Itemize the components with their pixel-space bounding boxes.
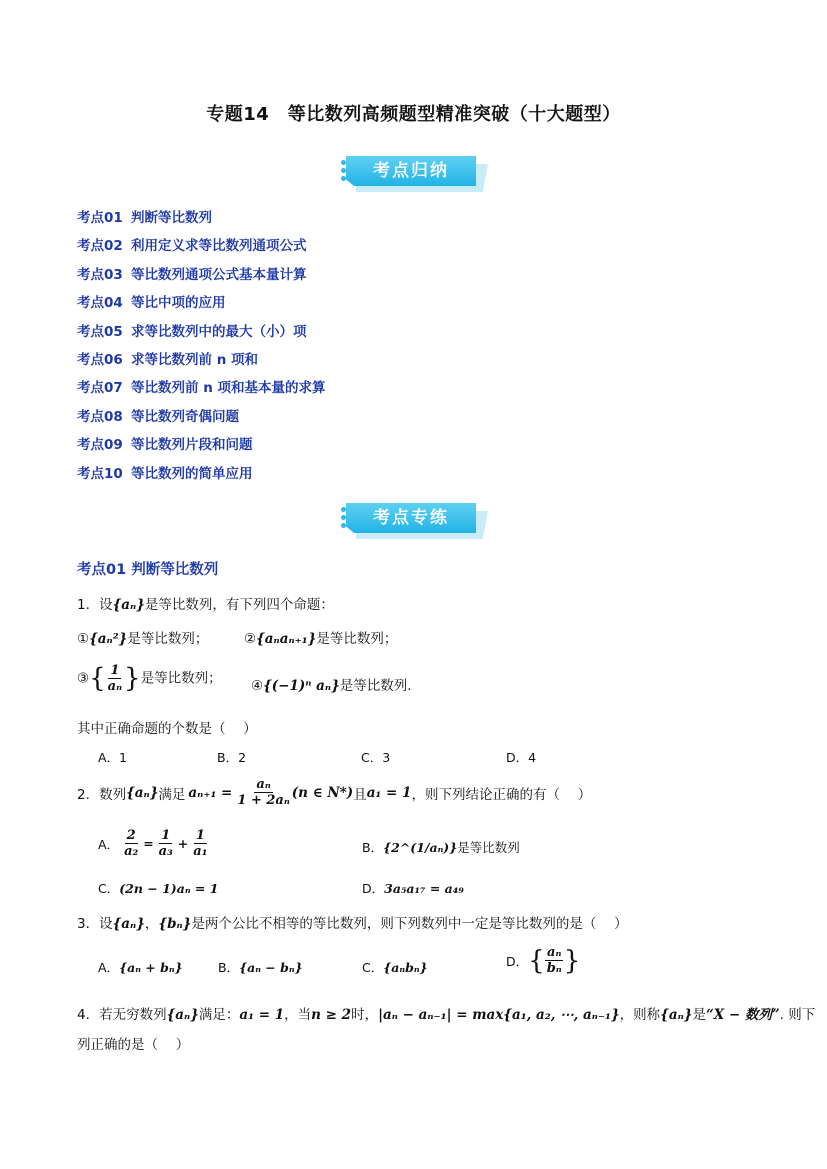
q3-pre: 3．设 — [77, 916, 113, 932]
q1-prop-2 — [244, 627, 397, 647]
toc-item[interactable] — [77, 435, 326, 463]
q4-mid5: 是 — [692, 1007, 706, 1023]
badge-label: 考点专练 — [373, 508, 449, 528]
toc-item-label: 等比数列前 n 项和基本量的求算 — [131, 380, 326, 397]
q1-p1-text: 是等比数列； — [127, 631, 209, 647]
toc-item-label: 等比数列片段和问题 — [131, 437, 253, 454]
practice-badge — [340, 497, 490, 541]
q3-b-math: {aₙ − bₙ} — [239, 960, 303, 975]
q2-seq: {aₙ} — [126, 784, 159, 801]
q1-p2-mark: ② — [244, 631, 257, 647]
toc-item-code: 考点04 — [77, 295, 123, 312]
q4-mid3: 时， — [351, 1007, 379, 1023]
q3-s2: {bₙ} — [158, 916, 192, 932]
toc-item-code: 考点08 — [77, 408, 123, 425]
brace-left: { — [528, 945, 545, 976]
page-title: 专题14 等比数列高频题型精准突破（十大题型） — [206, 104, 621, 125]
q1-p1-mark: ① — [77, 631, 90, 647]
q3-a-math: {aₙ + bₙ} — [119, 960, 183, 975]
toc-item[interactable] — [77, 293, 326, 321]
q2-pre: 2．数列 — [77, 786, 127, 803]
q1-ask: 其中正确命题的个数是（ ） — [77, 721, 257, 737]
toc-item[interactable] — [77, 407, 326, 435]
q3-option-b[interactable] — [218, 958, 303, 976]
q3-option-d[interactable] — [506, 946, 580, 975]
badge-label: 考点归纳 — [373, 161, 449, 181]
toc-item-label: 求等比数列前 n 项和 — [131, 351, 259, 368]
q1-p3-frac — [106, 664, 124, 693]
q1-prop-1 — [77, 627, 208, 647]
q2-c-label: C． — [98, 881, 120, 896]
frac-den: bₙ — [546, 961, 562, 976]
q3-option-a[interactable] — [98, 958, 183, 976]
toc-item-code: 考点06 — [77, 351, 123, 368]
q4-mid2: ，当 — [284, 1007, 312, 1023]
q1-stem-pre: 1．设 — [77, 597, 113, 613]
q2-mid1: 满足 — [158, 786, 186, 803]
q1-stem-seq: {aₙ} — [112, 597, 145, 613]
q2-post: ，则下列结论正确的有（ ） — [411, 786, 592, 803]
q1-p4-math: {(−1)ⁿ aₙ} — [263, 678, 340, 694]
q2-b-text: 是等比数列 — [457, 840, 520, 855]
q4-mid1: 满足： — [198, 1007, 240, 1023]
q2-mid2: 且 — [353, 786, 367, 803]
q2-d-math: 3a₅a₁₇ = a₄₉ — [384, 881, 464, 896]
toc-item[interactable] — [77, 208, 326, 236]
toc-item-label: 等比数列通项公式基本量计算 — [131, 266, 307, 283]
toc-item-code: 考点10 — [77, 465, 123, 482]
q2-option-c[interactable] — [98, 879, 218, 897]
toc-item[interactable] — [77, 378, 326, 406]
q1-prop-4 — [251, 674, 412, 694]
q1-p3-text: 是等比数列； — [140, 670, 222, 687]
toc-item[interactable] — [77, 464, 326, 492]
q1-stem — [77, 593, 334, 613]
toc-item[interactable] — [77, 236, 326, 264]
q2-a-frac-mid — [157, 829, 175, 858]
q1-p3-num: 1 — [110, 663, 120, 678]
frac-num: 1 — [161, 828, 171, 843]
q3-stem — [77, 912, 628, 932]
q1-option-a[interactable]: A．1 — [98, 750, 128, 765]
q1-p4-mark: ④ — [251, 678, 264, 694]
q2-d-label: D． — [362, 881, 385, 896]
brace-left: { — [89, 663, 106, 694]
q2-b-math: {2^(1/aₙ)} — [383, 840, 458, 855]
q2-option-b[interactable] — [362, 838, 520, 856]
q2-rec-den: 1 + 2aₙ — [237, 793, 290, 808]
q2-rec-right: (n ∈ N*) — [291, 784, 354, 801]
summary-badge — [340, 150, 490, 194]
q2-c-math: (2n − 1)aₙ = 1 — [119, 881, 219, 896]
brace-right: } — [124, 663, 141, 694]
toc-item-label: 等比数列的简单应用 — [131, 465, 253, 482]
q4-init: a₁ = 1 — [239, 1007, 285, 1023]
q4-line2: 列正确的是（ ） — [77, 1037, 190, 1053]
q3-c-math: {aₙbₙ} — [383, 960, 428, 975]
q2-a-eq: = — [143, 836, 154, 851]
toc-item-code: 考点05 — [77, 323, 123, 340]
toc-item-label: 等比中项的应用 — [131, 295, 226, 312]
q3-s1: {aₙ} — [112, 916, 145, 932]
toc-item-label: 等比数列奇偶问题 — [131, 408, 239, 425]
q1-p4-text: 是等比数列. — [339, 678, 412, 694]
q2-rec-frac — [235, 778, 291, 807]
q3-d-label: D． — [506, 953, 529, 969]
q2-b-label: B． — [362, 840, 384, 855]
frac-num: 1 — [195, 828, 205, 843]
frac-num: aₙ — [547, 945, 562, 960]
q1-option-d[interactable]: D．4 — [506, 750, 537, 765]
toc-item-code: 考点03 — [77, 266, 123, 283]
frac-den: a₂ — [124, 844, 139, 859]
q3-d-frac — [545, 946, 564, 975]
q1-p3-den: aₙ — [107, 679, 123, 694]
q4-stem — [77, 1003, 815, 1023]
frac-num: 2 — [126, 828, 136, 843]
q4-name: “X − 数列” — [705, 1007, 780, 1023]
q3-option-c[interactable] — [362, 958, 428, 976]
q3-post: 是两个公比不相等的等比数列，则下列数列中一定是等比数列的是（ ） — [191, 916, 628, 932]
q2-option-a[interactable] — [98, 829, 209, 858]
toc-item-code: 考点07 — [77, 380, 123, 397]
toc-list — [77, 208, 326, 492]
q2-a-label: A． — [98, 836, 120, 852]
section-heading: 考点01 判断等比数列 — [77, 562, 219, 578]
q1-p3-mark: ③ — [77, 670, 90, 687]
q4-formula: |aₙ − aₙ₋₁| = max{a₁, a₂, ⋯, aₙ₋₁} — [378, 1007, 620, 1023]
toc-item-label: 求等比数列中的最大（小）项 — [131, 323, 307, 340]
toc-item[interactable] — [77, 322, 326, 350]
q2-a-plus: + — [177, 836, 189, 851]
q2-rec-num: aₙ — [256, 777, 271, 792]
q2-rec-left: aₙ₊₁ = — [188, 784, 233, 801]
q4-mid4: ，则称 — [619, 1007, 661, 1023]
q1-stem-post: 是等比数列，有下列四个命题： — [144, 597, 334, 613]
frac-den: a₃ — [158, 844, 173, 859]
q2-init: a₁ = 1 — [366, 784, 412, 801]
q4-seq: {aₙ} — [166, 1007, 199, 1023]
q2-stem — [77, 778, 591, 807]
q4-pre: 4．若无穷数列 — [77, 1007, 167, 1023]
toc-item[interactable] — [77, 265, 326, 293]
q2-a-frac-left — [122, 829, 140, 858]
q1-option-b[interactable]: B．2 — [217, 750, 247, 765]
q1-prop-3 — [77, 664, 222, 693]
toc-item-code: 考点02 — [77, 238, 123, 255]
q4-seq2: {aₙ} — [660, 1007, 693, 1023]
q3-a-label: A． — [98, 960, 120, 975]
toc-item-label: 利用定义求等比数列通项公式 — [131, 238, 307, 255]
q2-option-d[interactable] — [362, 879, 464, 897]
q4-post: . 则下 — [779, 1007, 816, 1023]
q1-p2-text: 是等比数列； — [316, 631, 398, 647]
brace-right: } — [563, 945, 581, 976]
toc-item[interactable] — [77, 350, 326, 378]
q2-a-frac-right — [191, 829, 209, 858]
q1-p1-math: {aₙ²} — [89, 631, 128, 647]
q4-cond: n ≥ 2 — [311, 1007, 352, 1023]
toc-item-code: 考点09 — [77, 437, 123, 454]
frac-den: a₁ — [193, 844, 208, 859]
q3-c-label: C． — [362, 960, 384, 975]
q1-option-c[interactable]: C．3 — [361, 750, 391, 765]
toc-item-label: 判断等比数列 — [131, 210, 212, 226]
q1-p2-math: {aₙaₙ₊₁} — [256, 631, 317, 647]
toc-item-code: 考点01 — [77, 210, 123, 226]
q3-sep: ， — [144, 916, 159, 932]
q3-b-label: B． — [218, 960, 240, 975]
